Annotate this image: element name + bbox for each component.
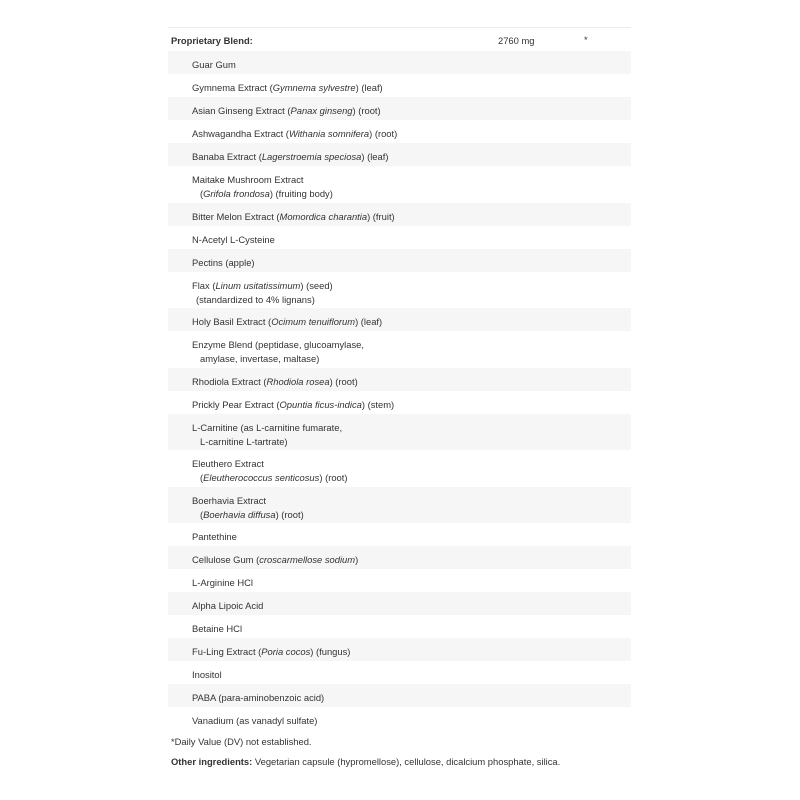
ingredient-row: [168, 391, 631, 414]
ingredient-part: ) (leaf): [361, 151, 389, 162]
ingredient-name: [192, 81, 383, 95]
ingredient-part: ) (root): [275, 508, 304, 520]
ingredient-row: [168, 166, 631, 203]
ingredient-part: ): [355, 554, 359, 565]
ingredient-text: L-carnitine L-tartrate): [200, 435, 288, 447]
ingredient-part: ) (root): [352, 105, 381, 116]
ingredient-row: [168, 97, 631, 120]
ingredient-text: L-Arginine HCl: [192, 577, 253, 588]
ingredient-latin-name: Ocimum tenuiflorum: [271, 316, 356, 327]
ingredient-text: PABA (para-aminobenzoic acid): [192, 692, 325, 703]
ingredient-name: [192, 233, 275, 247]
ingredient-latin-name: croscarmellose sodium: [259, 554, 356, 565]
ingredient-part: ) (fruit): [367, 210, 395, 222]
ingredient-latin-name: Linum usitatissimum: [215, 279, 301, 291]
ingredient-row: [168, 638, 631, 661]
ingredient-text: Alpha Lipoic Acid: [192, 600, 264, 611]
other-ingredients: [171, 756, 560, 767]
ingredient-text: Fu-Ling Extract (: [192, 646, 262, 657]
footnote: *Daily Value (DV) not established.: [171, 736, 312, 747]
ingredient-part: ) (fungus): [310, 646, 351, 657]
ingredient-name: [192, 494, 304, 522]
ingredient-row: [168, 414, 631, 451]
ingredient-latin-name: Poria cocos: [261, 646, 311, 657]
ingredient-name: [192, 576, 253, 590]
ingredient-row: [168, 120, 631, 143]
ingredient-row: [168, 707, 631, 730]
ingredient-latin-name: Boerhavia diffusa: [203, 508, 276, 520]
ingredient-row: [168, 226, 631, 249]
ingredient-text: Boerhavia Extract: [192, 494, 266, 506]
ingredient-row: [168, 546, 631, 569]
ingredient-name: [192, 645, 350, 659]
ingredient-latin-name: Grifola frondosa: [203, 188, 270, 199]
ingredient-name: [192, 315, 382, 329]
ingredient-name: [192, 622, 242, 636]
ingredient-row: [168, 308, 631, 331]
ingredient-latin-name: Gymnema sylvestre: [272, 82, 356, 93]
ingredient-name: [192, 457, 347, 485]
ingredient-text: Pectins (apple): [192, 256, 255, 268]
ingredient-latin-name: Withania somnifera: [288, 128, 370, 139]
ingredient-row: [168, 331, 631, 368]
ingredient-part: ) (root): [329, 375, 358, 387]
ingredient-name: [192, 668, 222, 682]
ingredient-second-line: [192, 352, 364, 366]
ingredient-row: [168, 51, 631, 74]
ingredient-name: [192, 150, 388, 164]
ingredient-row: [168, 368, 631, 391]
footnote-row: [168, 730, 631, 752]
ingredient-text: L-Carnitine (as L-carnitine fumarate,: [192, 421, 343, 433]
blend-label: Proprietary Blend:: [171, 35, 253, 46]
ingredient-second-line: [192, 187, 333, 201]
ingredient-row: [168, 203, 631, 226]
ingredient-second-line: [192, 435, 342, 449]
ingredient-name: [192, 58, 236, 72]
ingredient-text: (standardized to 4% lignans): [196, 293, 315, 305]
ingredient-text: Inositol: [192, 669, 222, 680]
ingredient-text: (: [200, 188, 204, 199]
ingredient-name: [192, 714, 317, 728]
ingredient-text: Eleuthero Extract: [192, 458, 264, 469]
ingredient-part: ) (seed): [300, 279, 333, 291]
ingredient-name: [192, 421, 342, 449]
ingredient-row: [168, 249, 631, 272]
ingredient-text: Cellulose Gum (: [192, 554, 260, 565]
ingredient-text: Guar Gum: [192, 59, 236, 70]
ingredient-text: Bitter Melon Extract (: [192, 210, 280, 222]
ingredient-list: [168, 51, 631, 730]
ingredient-text: Enzyme Blend (peptidase, glucoamylase,: [192, 339, 364, 350]
ingredient-row: [168, 143, 631, 166]
ingredient-row: [168, 74, 631, 97]
ingredient-text: amylase, invertase, maltase): [200, 353, 320, 364]
ingredient-name: [192, 530, 237, 544]
ingredient-row: [168, 272, 631, 309]
ingredient-text: Flax (: [192, 279, 216, 291]
ingredient-row: [168, 523, 631, 546]
ingredient-name: [192, 210, 395, 224]
ingredient-text: Ashwagandha Extract (: [192, 128, 289, 139]
ingredient-part: ) (stem): [361, 398, 395, 410]
ingredient-name: [192, 256, 255, 270]
ingredient-text: (: [200, 508, 204, 520]
ingredient-name: [192, 173, 333, 201]
ingredient-text: N-Acetyl L-Cysteine: [192, 233, 275, 245]
ingredient-second-line: [192, 508, 304, 522]
blend-daily-value: *: [584, 34, 588, 45]
ingredient-text: Holy Basil Extract (: [192, 316, 272, 327]
ingredient-name: [192, 398, 394, 412]
ingredient-name: [192, 691, 324, 705]
ingredient-latin-name: Momordica charantia: [279, 210, 368, 222]
blend-amount: 2760 mg: [498, 35, 535, 46]
other-ingredients-text: Vegetarian capsule (hypromellose), cellulose, dicalcium phosphate, silica.: [252, 756, 561, 767]
ingredient-text: Prickly Pear Extract (: [192, 398, 280, 410]
ingredient-row: [168, 569, 631, 592]
ingredient-row: [168, 450, 631, 487]
supplement-facts-panel: [168, 27, 631, 772]
ingredient-text: Gymnema Extract (: [192, 82, 273, 93]
ingredient-latin-name: Rhodiola rosea: [266, 375, 330, 387]
ingredient-text: Rhodiola Extract (: [192, 375, 267, 387]
ingredient-name: [192, 338, 364, 366]
ingredient-second-line: [192, 293, 333, 307]
ingredient-part: ) (leaf): [355, 316, 383, 327]
ingredient-part: ) (fruiting body): [269, 188, 333, 199]
ingredient-text: Vanadium (as vanadyl sulfate): [192, 715, 318, 726]
ingredient-part: ) (root): [319, 472, 348, 483]
ingredient-name: [192, 375, 358, 389]
ingredient-name: [192, 553, 358, 567]
ingredient-row: [168, 592, 631, 615]
ingredient-text: Betaine HCl: [192, 623, 243, 634]
ingredient-part: ) (root): [369, 128, 398, 139]
ingredient-row: [168, 684, 631, 707]
ingredient-part: ) (leaf): [355, 82, 383, 93]
ingredient-second-line: [192, 471, 347, 485]
ingredient-name: [192, 127, 397, 141]
blend-header-row: [168, 28, 631, 51]
ingredient-text: Asian Ginseng Extract (: [192, 105, 291, 116]
ingredient-name: [192, 599, 263, 613]
ingredient-text: Banaba Extract (: [192, 151, 262, 162]
other-ingredients-row: [168, 752, 631, 772]
ingredient-latin-name: Lagerstroemia speciosa: [261, 151, 362, 162]
ingredient-row: [168, 487, 631, 524]
ingredient-text: Maitake Mushroom Extract: [192, 174, 304, 185]
ingredient-text: Pantethine: [192, 531, 237, 542]
other-ingredients-label: Other ingredients:: [171, 756, 253, 767]
ingredient-name: [192, 279, 333, 307]
ingredient-text: (: [200, 472, 204, 483]
ingredient-latin-name: Panax ginseng: [290, 105, 353, 116]
ingredient-latin-name: Eleutherococcus senticosus: [203, 472, 320, 483]
ingredient-latin-name: Opuntia ficus-indica: [279, 398, 362, 410]
ingredient-row: [168, 615, 631, 638]
ingredient-name: [192, 104, 381, 118]
ingredient-row: [168, 661, 631, 684]
